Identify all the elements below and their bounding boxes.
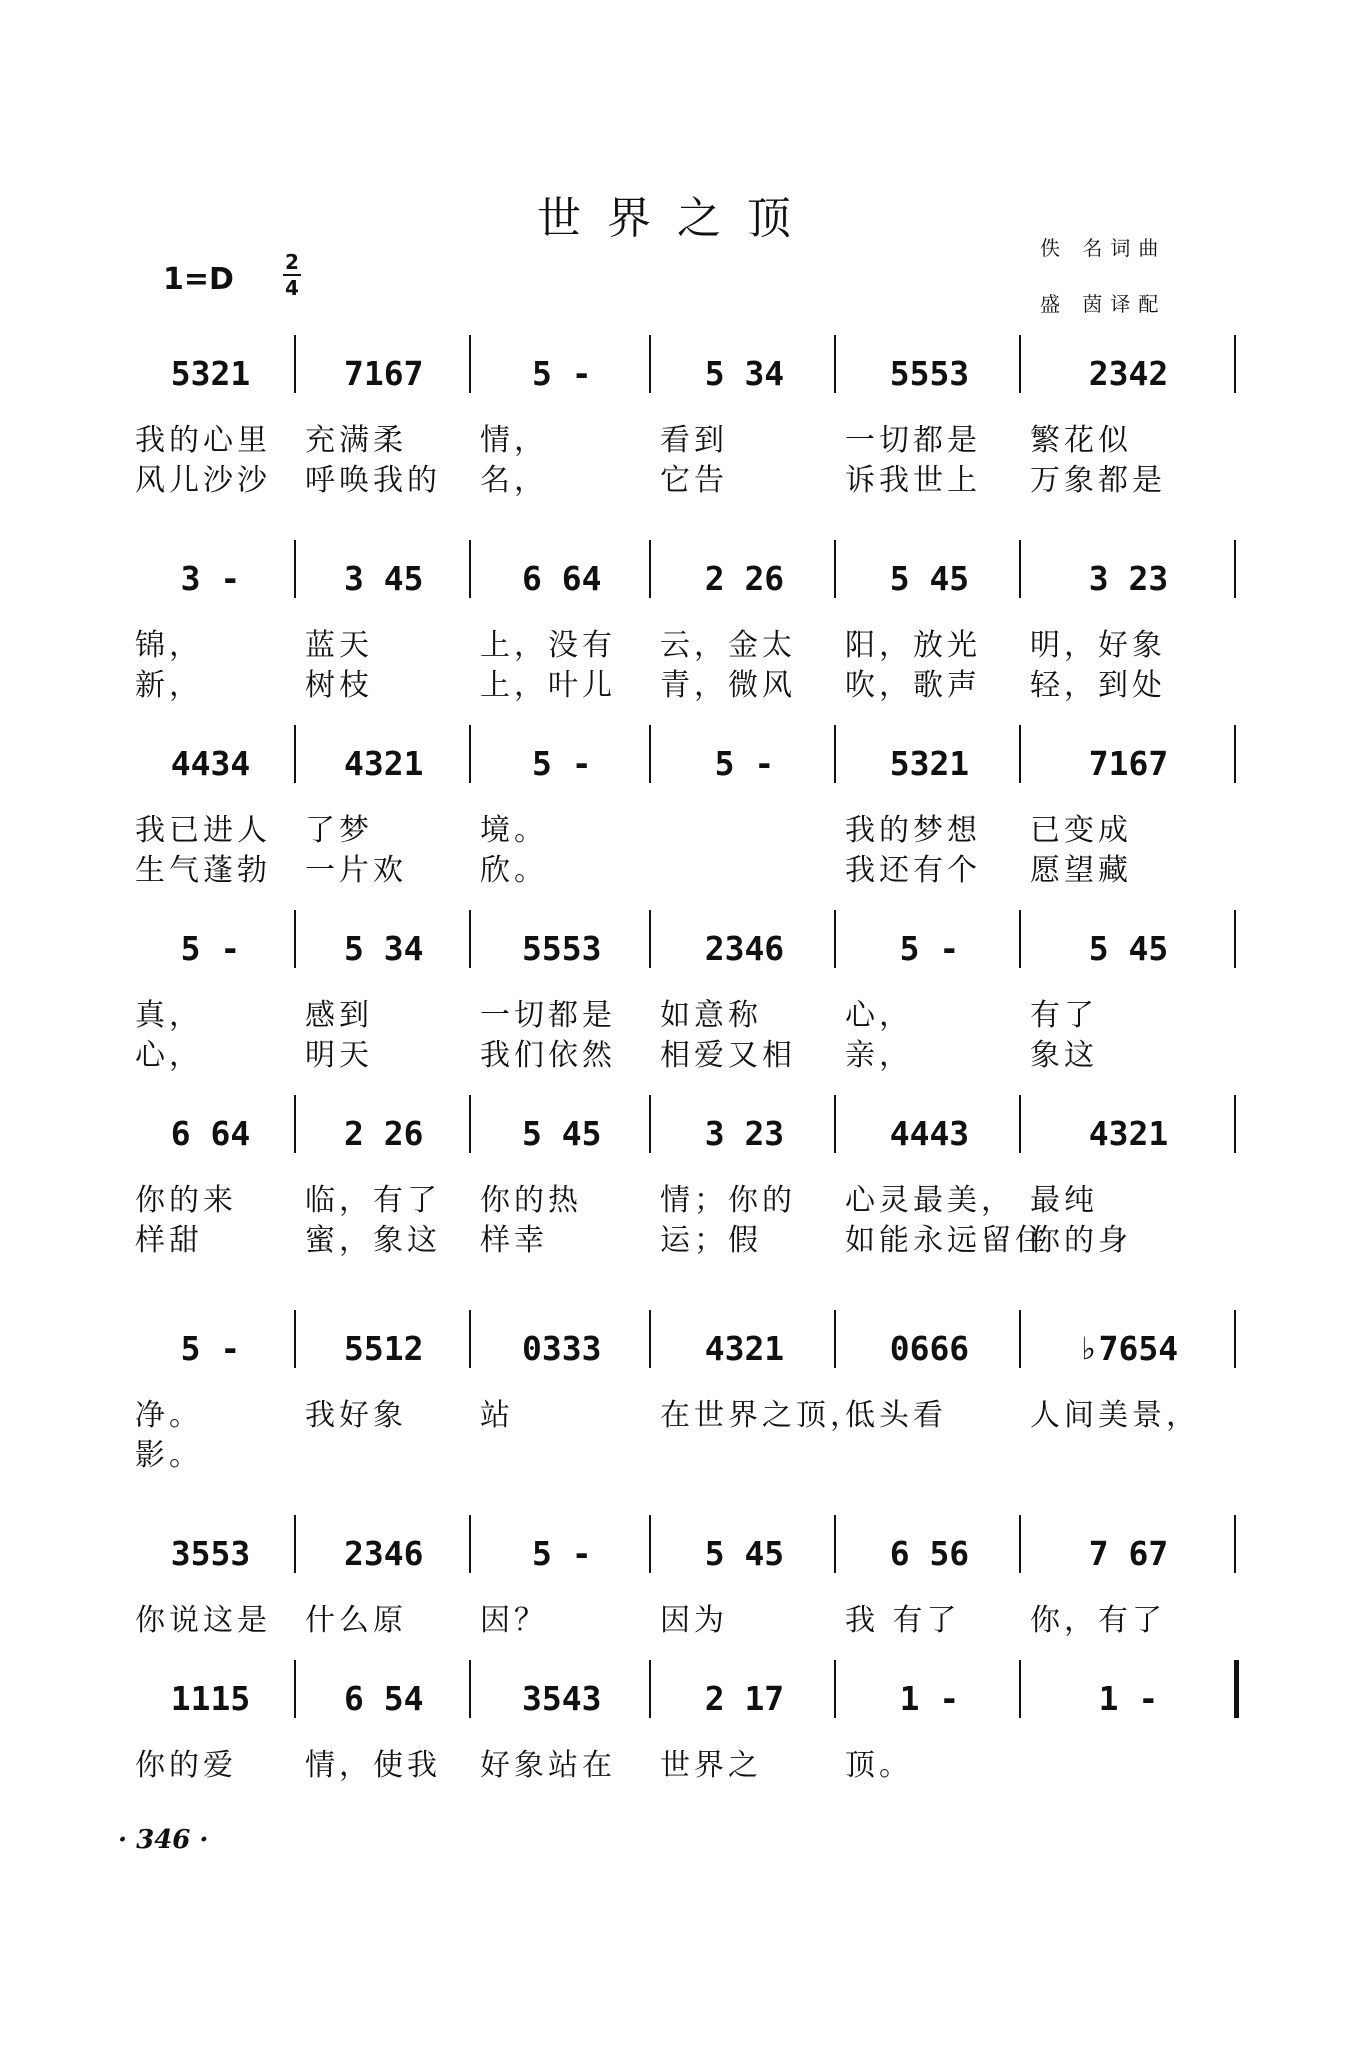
measure [652,550,837,598]
lyric-line-2 [125,1030,1235,1073]
lyric-line-2 [125,455,1235,498]
lyric-text: 你说这是 [135,1603,271,1638]
lyric-text: 我已进人 [135,813,271,848]
lyric-text: 站 [480,1398,514,1433]
lyric-text: 明天 [305,1038,373,1073]
measure [125,735,296,783]
measure-notes: 1115 [170,1679,251,1718]
lyric-text [835,1430,1020,1470]
measure [652,735,837,783]
lyric-text [125,1780,295,1820]
measure [296,1105,472,1153]
measure [837,920,1022,968]
lyric-text: 繁花似 [1030,423,1132,458]
measure-notes: 3 23 [1088,559,1169,598]
measure [837,735,1022,783]
notation-row [125,1670,1235,1718]
measure-notes: 2 26 [704,559,785,598]
notation-row [125,345,1235,393]
measure [125,345,296,393]
measure [837,1320,1022,1368]
measure [837,550,1022,598]
measure [125,550,296,598]
measure-notes: 4321 [1088,1114,1169,1153]
lyric-text: 充满柔 [305,423,407,458]
lyric-text: 因？ [480,1603,548,1638]
lyric-text: 诉我世上 [845,463,981,498]
measure [1022,920,1235,968]
measure [837,1670,1022,1718]
measure [837,1525,1022,1573]
notation-row [125,1320,1235,1368]
lyric-text [1020,1740,1235,1780]
measure [125,1670,296,1718]
measure [472,920,652,968]
measure [652,1320,837,1368]
measure-notes: 7 67 [1088,1534,1169,1573]
measure-notes: 2346 [344,1534,424,1573]
measure [1022,345,1235,393]
time-top: 2 [285,250,299,274]
lyric-text: 相爱又相 [660,1038,796,1073]
measure [296,550,472,598]
lyric-text: 已变成 [1030,813,1132,848]
measure-notes: 5 45 [704,1534,785,1573]
measure-notes: 5 34 [344,929,424,968]
lyric-text: 你，有了 [1030,1603,1166,1638]
lyric-text: 心， [845,998,913,1033]
lyric-text: 青，微风 [660,668,796,703]
measure-notes: 1 - [1098,1679,1159,1718]
lyric-text [650,805,835,845]
lyric-text [835,1780,1020,1820]
lyric-line-1 [125,805,1235,848]
lyric-line-2 [125,660,1235,703]
lyric-text: 最纯 [1030,1183,1098,1218]
lyric-text: 欣。 [480,853,548,888]
notation-row [125,920,1235,968]
lyric-text: 吹，歌声 [845,668,981,703]
lyric-text: 明，好象 [1030,628,1166,663]
measure [1022,735,1235,783]
measure-notes: ♭7654 [1078,1329,1179,1368]
measure [472,1320,652,1368]
lyric-text [1020,1430,1235,1470]
measure-notes: 4443 [889,1114,970,1153]
lyric-text: 情， [480,423,548,458]
measure-notes: 2342 [1088,354,1169,393]
measure [472,1670,652,1718]
lyric-text: 顶。 [845,1748,913,1783]
lyric-text: 样甜 [135,1223,203,1258]
lyric-text: 感到 [305,998,373,1033]
lyric-text: 你的爱 [135,1748,237,1783]
lyric-text: 世界之 [660,1748,762,1783]
lyric-text: 看到 [660,423,728,458]
lyric-text: 蜜，象这 [305,1223,441,1258]
lyric-text [650,1635,835,1675]
lyric-text: 一切都是 [845,423,981,458]
lyric-text [470,1430,650,1470]
lyric-text [125,1635,295,1675]
lyric-text: 样幸 [480,1223,548,1258]
lyric-text [295,1635,470,1675]
lyric-text: 一片欢 [305,853,407,888]
measure-notes: 2346 [704,929,785,968]
measure-notes: 7167 [1088,744,1169,783]
measure-notes: 5 - [180,1329,241,1368]
measure [296,1670,472,1718]
lyric-line-1 [125,1595,1235,1638]
measure [472,1105,652,1153]
measure-notes: 5321 [889,744,970,783]
measure [296,345,472,393]
lyric-text: 我 有了 [845,1603,961,1638]
lyric-text: 生气蓬勃 [135,853,271,888]
measure-notes: 0666 [889,1329,970,1368]
notation-row [125,550,1235,598]
arranger-credit: 盛 茵译配 [1040,292,1167,316]
measure-notes: 5 45 [522,1114,602,1153]
lyric-text: 锦， [135,628,203,663]
measure-notes: 5553 [889,354,970,393]
measure [1022,550,1235,598]
lyric-text: 情，使我 [305,1748,441,1783]
lyric-text [650,1430,835,1470]
lyric-text: 我们依然 [480,1038,616,1073]
measure-notes: 6 64 [170,1114,251,1153]
lyric-text: 蓝天 [305,628,373,663]
lyric-line-1 [125,1175,1235,1218]
measure [296,1320,472,1368]
lyric-text: 万象都是 [1030,463,1166,498]
lyric-text: 我好象 [305,1398,407,1433]
measure-notes: 5553 [522,929,602,968]
measure [296,735,472,783]
measure-notes: 4321 [344,744,424,783]
measure-notes: 7167 [344,354,424,393]
lyric-text: 我的心里 [135,423,271,458]
lyric-text: 愿望藏 [1030,853,1132,888]
measure-notes: 4321 [704,1329,785,1368]
measure [125,920,296,968]
lyric-text: 在世界之顶， [660,1398,864,1433]
measure-notes: 5 45 [1088,929,1169,968]
lyric-text: 轻，到处 [1030,668,1166,703]
lyric-line-2 [125,1430,1235,1473]
lyric-line-1 [125,1740,1235,1783]
lyric-text: 亲， [845,1038,913,1073]
notation-row [125,735,1235,783]
measure-notes: 5 - [714,744,775,783]
lyric-text: 临，有了 [305,1183,441,1218]
measure-notes: 3 - [180,559,241,598]
measure [125,1525,296,1573]
lyric-text [1020,1635,1235,1675]
lyric-text: 风儿沙沙 [135,463,271,498]
lyric-text: 净。 [135,1398,203,1433]
song-title: 世界之顶 [537,193,817,244]
lyric-text: 呼唤我的 [305,463,441,498]
lyric-text: 情；你的 [660,1183,796,1218]
lyric-line-2 [125,1780,1235,1820]
lyric-line-1 [125,415,1235,458]
lyric-text [835,1635,1020,1675]
key-signature: 1=D [163,262,234,297]
measure-notes: 5 - [899,929,960,968]
lyric-text: 什么原 [305,1603,407,1638]
lyric-text: 上，没有 [480,628,616,663]
lyric-text: 好象站在 [480,1748,616,1783]
lyric-line-1 [125,620,1235,663]
lyric-text: 影。 [135,1438,203,1473]
measure [837,345,1022,393]
measure-notes: 3 45 [344,559,424,598]
measure [296,920,472,968]
composer-credit: 佚 名词曲 [1040,236,1167,260]
time-bottom: 4 [285,276,299,300]
lyric-text [295,1780,470,1820]
lyric-text: 新， [135,668,203,703]
lyric-text [470,1780,650,1820]
lyric-line-1 [125,1390,1235,1433]
measure [125,1320,296,1368]
lyric-text [650,1780,835,1820]
lyric-text: 如意称 [660,998,762,1033]
lyric-text: 树枝 [305,668,373,703]
lyric-text: 如能永远留住 [845,1223,1049,1258]
lyric-text: 心灵最美， [845,1183,1015,1218]
lyric-line-1 [125,990,1235,1033]
measure [296,1525,472,1573]
measure-notes: 4434 [170,744,251,783]
measure-notes: 1 - [899,1679,960,1718]
measure-notes: 5 - [531,354,592,393]
measure [837,1105,1022,1153]
lyric-text: 你的身 [1030,1223,1132,1258]
lyric-text: 阳，放光 [845,628,981,663]
page-number: · 346 · [118,1825,209,1855]
lyric-text: 我还有个 [845,853,981,888]
time-signature [283,252,301,298]
lyric-text: 因为 [660,1603,728,1638]
lyric-text: 云，金太 [660,628,796,663]
measure [472,735,652,783]
measure [472,1525,652,1573]
lyric-text: 上，叶儿 [480,668,616,703]
lyric-text: 人间美景， [1030,1398,1200,1433]
notation-row [125,1105,1235,1153]
lyric-text: 它告 [660,463,728,498]
measure-notes: 0333 [522,1329,602,1368]
measure-notes: 5 - [531,1534,592,1573]
lyric-text: 有了 [1030,998,1098,1033]
measure-notes: 6 64 [522,559,602,598]
notation-row [125,1525,1235,1573]
lyric-text: 你的热 [480,1183,582,1218]
measure-notes: 5 45 [889,559,970,598]
lyric-line-2 [125,845,1235,888]
measure-notes: 2 17 [704,1679,785,1718]
measure-notes: 3543 [522,1679,602,1718]
measure [472,550,652,598]
lyric-text: 了梦 [305,813,373,848]
measure [1022,1320,1235,1368]
measure-notes: 5512 [344,1329,424,1368]
lyric-text: 名， [480,463,548,498]
lyric-text [650,845,835,885]
lyric-line-2 [125,1215,1235,1258]
lyric-text: 象这 [1030,1038,1098,1073]
lyric-text: 运；假 [660,1223,762,1258]
measure-notes: 2 26 [344,1114,424,1153]
lyric-text: 心， [135,1038,203,1073]
lyric-text: 低头看 [845,1398,947,1433]
lyric-text: 真， [135,998,203,1033]
measure [652,1105,837,1153]
measure-notes: 5321 [170,354,251,393]
measure-notes: 3553 [170,1534,251,1573]
measure [652,345,837,393]
measure-notes: 5 - [531,744,592,783]
measure [1022,1105,1235,1153]
measure [472,345,652,393]
lyric-text: 境。 [480,813,548,848]
lyric-text: 你的来 [135,1183,237,1218]
measure [125,1105,296,1153]
measure [1022,1670,1235,1718]
lyric-text [470,1635,650,1675]
measure-notes: 6 56 [889,1534,970,1573]
measure [652,1670,837,1718]
measure-notes: 6 54 [344,1679,424,1718]
lyric-line-2 [125,1635,1235,1675]
measure [1022,1525,1235,1573]
measure-notes: 5 34 [704,354,785,393]
measure [652,1525,837,1573]
lyric-text [1020,1780,1235,1820]
lyric-text: 一切都是 [480,998,616,1033]
measure-notes: 3 23 [704,1114,785,1153]
measure [652,920,837,968]
lyric-text: 我的梦想 [845,813,981,848]
measure-notes: 5 - [180,929,241,968]
lyric-text [295,1430,470,1470]
